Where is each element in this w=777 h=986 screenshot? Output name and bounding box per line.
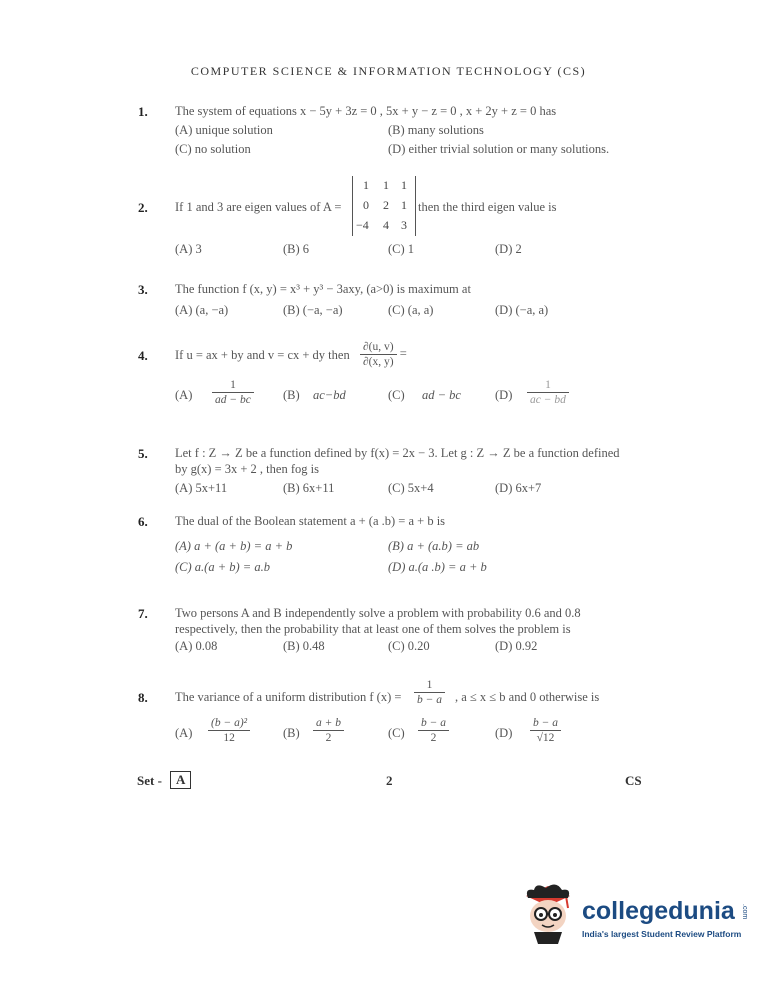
option-d: (D) a.(a .b) = a + b	[388, 560, 487, 574]
matrix-cell: 0	[363, 198, 369, 212]
question-text: If u = ax + by and v = cx + dy then	[175, 348, 350, 362]
matrix-cell: 3	[401, 218, 407, 232]
pdf-fraction	[414, 678, 445, 707]
fraction-numerator: 1	[414, 678, 445, 693]
eigen-matrix	[352, 176, 416, 236]
option-d: (D) 2	[495, 242, 522, 256]
option-b: (B) many solutions	[388, 123, 484, 137]
matrix-cell: 4	[383, 218, 389, 232]
matrix-cell: −4	[356, 218, 369, 232]
option-d-label: (D)	[495, 388, 513, 402]
question-number: 6.	[138, 514, 148, 529]
logo-wordmark: collegedunia	[582, 897, 735, 925]
option-d: (D) 0.92	[495, 639, 538, 653]
matrix-cell: 2	[383, 198, 389, 212]
question-text: The function f (x, y) = x³ + y³ − 3axy, (a>0) is maximum at	[175, 282, 471, 296]
fraction-denominator: 12	[223, 732, 235, 744]
option-c-value: ad − bc	[422, 388, 461, 402]
question-text-continued: then the third eigen value is	[418, 200, 557, 214]
question-text: Let f : Z → Z be a function defined by f(x) = 2x − 3. Let g : Z → Z be a function defined	[175, 446, 620, 460]
question-number: 2.	[138, 200, 148, 215]
option-d-label: (D)	[495, 726, 513, 740]
fraction-numerator: a + b	[313, 716, 344, 731]
question-text-continued: , a ≤ x ≤ b and 0 otherwise is	[455, 690, 600, 704]
fraction-numerator: (b − a)²	[208, 716, 250, 731]
option-b-label: (B)	[283, 726, 300, 740]
option-c: (C) (a, a)	[388, 303, 434, 317]
question-text: Two persons A and B independently solve a problem with probability 0.6 and 0.8	[175, 606, 581, 620]
page-header: COMPUTER SCIENCE & INFORMATION TECHNOLOGY (CS)	[190, 64, 587, 78]
matrix-cell: 1	[383, 178, 389, 192]
option-c: (C) 0.20	[388, 639, 430, 653]
option-b-value: ac−bd	[313, 388, 346, 402]
fraction-denominator: b − a	[417, 694, 443, 706]
question-number: 8.	[138, 690, 148, 705]
fraction-numerator: 1	[527, 378, 569, 393]
option-c-value	[418, 716, 449, 745]
question-number: 5.	[138, 446, 148, 461]
question-number: 1.	[138, 104, 148, 119]
jacobian-denominator: ∂(x, y)	[363, 356, 394, 368]
set-label: Set -	[137, 773, 162, 788]
option-b: (B) 6x+11	[283, 481, 335, 495]
option-b-label: (B)	[283, 388, 300, 402]
option-c: (C) a.(a + b) = a.b	[175, 560, 270, 574]
option-b: (B) (−a, −a)	[283, 303, 343, 317]
option-a-label: (A)	[175, 726, 193, 740]
option-d: (D) (−a, a)	[495, 303, 549, 317]
equals-sign: =	[399, 346, 407, 361]
question-text: The variance of a uniform distribution f (x) =	[175, 690, 402, 704]
set-value-box: A	[170, 771, 191, 789]
option-c-label: (C)	[388, 726, 405, 740]
fraction-numerator: b − a	[418, 716, 449, 731]
option-a-label: (A)	[175, 388, 193, 402]
option-d: (D) either trivial solution or many solutions.	[388, 142, 610, 156]
fraction-denominator: 2	[325, 732, 332, 744]
question-text: The system of equations x − 5y + 3z = 0 , 5x + y − z = 0 , x + 2y + z = 0 has	[175, 104, 557, 118]
logo-tagline: India's largest Student Review Platform	[582, 929, 742, 939]
question-number: 3.	[138, 282, 148, 297]
option-a: (A) unique solution	[175, 123, 273, 137]
option-b: (B) 6	[283, 242, 310, 256]
matrix-cell: 1	[401, 178, 407, 192]
matrix-cell: 1	[401, 198, 407, 212]
fraction-denominator: 2	[430, 732, 437, 744]
option-d: (D) 6x+7	[495, 481, 542, 495]
option-b-value	[313, 716, 344, 745]
question-number: 7.	[138, 606, 148, 621]
fraction-denominator: ad − bc	[215, 394, 251, 406]
option-b: (B) 0.48	[283, 639, 325, 653]
logo-dotcom: .com	[741, 904, 748, 920]
option-a: (A) 3	[175, 242, 202, 256]
option-a-value	[212, 378, 254, 407]
subject-code: CS	[625, 773, 642, 788]
collegedunia-mascot-icon	[516, 878, 580, 948]
option-a: (A) a + (a + b) = a + b	[175, 539, 293, 553]
fraction-denominator: ac − bd	[530, 394, 566, 406]
fraction-denominator: √12	[536, 732, 555, 744]
option-a-value	[208, 716, 250, 745]
question-number: 4.	[138, 348, 148, 363]
matrix-cell: 1	[363, 178, 369, 192]
option-d-value	[530, 716, 561, 745]
option-a: (A) (a, −a)	[175, 303, 229, 317]
option-b: (B) a + (a.b) = ab	[388, 539, 480, 553]
option-c: (C) 5x+4	[388, 481, 434, 495]
jacobian-numerator: ∂(u, v)	[360, 340, 397, 355]
jacobian-fraction	[360, 340, 407, 369]
fraction-numerator: 1	[212, 378, 254, 393]
page-number: 2	[386, 773, 393, 788]
option-d-value	[527, 378, 569, 407]
option-c: (C) 1	[388, 242, 415, 256]
option-c-label: (C)	[388, 388, 405, 402]
question-text: If 1 and 3 are eigen values of A =	[175, 200, 342, 214]
question-text: The dual of the Boolean statement a + (a .b) = a + b is	[175, 514, 446, 528]
fraction-numerator: b − a	[530, 716, 561, 731]
option-a: (A) 0.08	[175, 639, 218, 653]
option-a: (A) 5x+11	[175, 481, 228, 495]
option-c: (C) no solution	[175, 142, 251, 156]
question-text-line2: respectively, then the probability that at least one of them solves the problem is	[175, 622, 571, 636]
question-text-line2: by g(x) = 3x + 2 , then fog is	[175, 462, 319, 476]
